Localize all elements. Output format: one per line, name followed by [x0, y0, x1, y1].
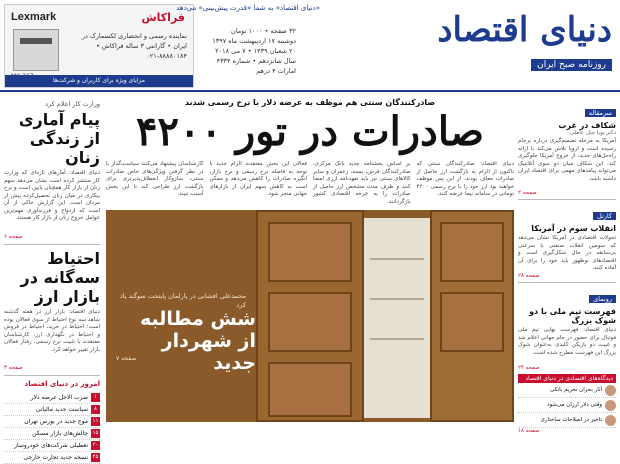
author-avatar: [605, 385, 616, 396]
sports-title[interactable]: فهرست تیم ملی با دو شوک بزرگ: [529, 307, 616, 325]
photo-page[interactable]: صفحه ۷: [116, 355, 137, 362]
masthead: [0, 0, 620, 92]
body-column: بر اساس بخشنامه جدید بانک مرکزی، صادرکنندگان فرش، پسته، زعفران و سایر کالاهای سنتی نیز باید تعهدنامه ارزی امضا کنند و ظرف مدت مشخص ارز حاصل از صادرات را به چرخه اقتصادی کشور بازگردانند.: [313, 161, 411, 205]
editorial-page[interactable]: صفحه ۲: [518, 190, 537, 196]
author-avatar: [605, 415, 616, 426]
opinion-title: آثار بحران تحریم بانکی: [550, 387, 602, 393]
index-item[interactable]: [4, 416, 100, 428]
index-item[interactable]: [4, 392, 100, 404]
index-label: ضرب الاجل عرضه دلار: [30, 394, 88, 401]
index-list: [4, 392, 100, 464]
shelf: [370, 258, 424, 260]
opinion-title: وقتی دلار ارزان می‌شود: [547, 402, 602, 408]
main-headline[interactable]: صادرات در تور ۴۲۰۰: [135, 108, 484, 155]
main-story: [106, 98, 514, 213]
door-panel: [268, 222, 352, 282]
main-kicker: صادرکنندگان سنتی هم موظف به عرضه دلار با نرخ رسمی شدند: [184, 98, 436, 107]
opinion-item[interactable]: [518, 383, 616, 398]
divider: [518, 282, 616, 283]
author-avatar: [605, 400, 616, 411]
index-number: ۲۵: [92, 454, 99, 460]
index-title: امروز در دنیای اقتصاد: [24, 380, 100, 388]
logo-subtitle: روزنامه صبح ایران: [531, 59, 612, 71]
index-label: سیاست جدید مالیاتی: [35, 406, 88, 413]
index-number: ۱: [91, 393, 100, 402]
ad-brand-lexmark: Lexmark: [11, 11, 57, 23]
index-item[interactable]: [4, 404, 100, 416]
door-panel: [268, 362, 352, 417]
photo-caption[interactable]: شش مطالبه از شهردار جدید: [140, 308, 256, 374]
main-photo[interactable]: [106, 210, 514, 422]
issue-line: ۳۲ صفحه • ۱۰۰۰ تومان: [231, 27, 296, 35]
photo-caption-small: محمدعلی افشانی در پارلمان پایتخت سوگند یاد کرد: [119, 292, 246, 309]
section-label: رونمای: [589, 295, 616, 303]
shelf: [370, 298, 424, 300]
index-number: ۱۵: [92, 430, 99, 436]
door-left: [256, 210, 364, 422]
index-number: ۱۱: [92, 418, 99, 424]
newspaper-logo[interactable]: [412, 8, 612, 78]
tagline: «دنیای اقتصاد» به شما «قدرت پیش‌بینی» می‌دهد: [176, 4, 320, 12]
story1-body: دنیای اقتصاد: آمارهای تازه‌ای که وزارت کار منتشر کرده است نشان می‌دهد سهم زنان از بازار کار همچنان پایین است و نرخ بیکاری در میان زنان تحصیل‌کرده بیش از مردان است. این گزارش حاکی از آن است که ازدواج و فرزندآوری مهم‌ترین عوامل خروج زنان از بازار کار هستند.: [4, 170, 100, 221]
index-item[interactable]: [4, 440, 100, 452]
issue-line: دوشنبه ۱۷ اردیبهشت ماه ۱۳۹۷: [212, 37, 296, 45]
section-label: کارتل: [593, 212, 616, 220]
issue-line: امارات ۴ درهم: [256, 67, 296, 75]
door-panel: [268, 292, 352, 352]
story2-page[interactable]: صفحه ۳: [4, 365, 23, 371]
story-page[interactable]: صفحه ۲۸: [518, 273, 540, 279]
body-column: کارشناسان پیشنهاد می‌کنند سیاست‌گذار با در نظر گرفتن ویژگی‌های خاص صادرات سنتی، سازوکار انعطاف‌پذیرتری برای بازگشت ارز طراحی کند تا این بخش آسیب نبیند.: [106, 161, 204, 197]
opinion-header: دیدگاه‌های اقتصادی در دنیای اقتصاد: [518, 374, 616, 383]
editorial-body: آمریکا به مرحله تصمیم‌گیری درباره برجام رسیده است و اروپا تلاش می‌کند با ارائه راه‌حل‌های جدید، از خروج آمریکا جلوگیری کند. این شکاف میان دو سوی آتلانتیک می‌تواند پیامدهای مهمی برای اقتصاد ایران داشته باشد.: [518, 138, 616, 182]
left-column: [4, 100, 100, 461]
ad-text: نماینده رسمی و انحصاری لکسمارک در ایران • گارانتی ۳ ساله فراکاش • ۸۸۸۸۰۱۸۴-۰۲۱: [81, 32, 187, 60]
index-number: ۲۰: [92, 442, 99, 448]
advertisement[interactable]: [4, 4, 194, 88]
body-column: دنیای اقتصاد: صادرکنندگان سنتی که تاکنون از الزام به بازگشت ارز حاصل از صادرات معاف بودند، از این پس موظف خواهند بود ارز خود را با نرخ رسمی ۴۲۰۰ تومانی در سامانه نیما عرضه کنند.: [416, 161, 514, 197]
issue-info: [200, 26, 296, 76]
story1-headline[interactable]: پیام آماری از زندگی زنان: [18, 110, 100, 167]
opinion-page[interactable]: صفحه ۱۸: [518, 428, 540, 434]
opinion-item[interactable]: [518, 413, 616, 428]
story1-kicker: وزارت کار اعلام کرد: [45, 100, 100, 108]
ad-brand-farakash: فراکاش: [141, 11, 185, 24]
index-item[interactable]: [4, 428, 100, 440]
index-label: موج جدید در بورس تهران: [24, 418, 88, 425]
divider: [4, 244, 100, 245]
room-background: [364, 218, 430, 418]
right-column: [518, 100, 616, 434]
index-label: نسخه جدید تجارت خارجی: [23, 454, 88, 461]
story-body: تحولات اقتصادی در آمریکا نشان می‌دهد که سومین انقلاب صنعتی با سرعتی بی‌سابقه در حال شکل‌گیری است و اقتصادهای نوظهور باید خود را برای آن آماده کنند.: [518, 235, 616, 271]
editorial-title[interactable]: شکاف در غرب: [558, 121, 616, 130]
index-label: چالش‌های بازار مسکن: [32, 430, 88, 437]
logo-title: دنیای اقتصاد: [437, 10, 612, 50]
story2-headline[interactable]: احتیاط سه‌گانه در بازار ارز: [20, 249, 100, 306]
opinion-title: تاخیر در اصلاحات ساختاری: [540, 417, 602, 423]
index-item[interactable]: [4, 452, 100, 464]
sports-body: دنیای اقتصاد: فهرست نهایی تیم ملی فوتبال برای حضور در جام جهانی اعلام شد و غیبت دو بازیکن کلیدی به‌عنوان شوک بزرگ این فهرست مطرح شده است.: [518, 327, 616, 356]
shelf: [370, 338, 424, 340]
main-body-columns: [106, 161, 514, 213]
story1-page[interactable]: صفحه ۶: [4, 234, 23, 240]
door-right: [430, 210, 514, 422]
issue-line: سال شانزدهم • شماره ۴۳۳۴: [216, 57, 296, 65]
index-label: تعطیلی شرکت‌های خودروساز: [14, 442, 88, 449]
divider: [4, 375, 100, 376]
ad-footer: مزایای ویژه برای کاربران و شرکت‌ها: [5, 75, 193, 87]
editorial-author: دکتر پویا جبل عاملی: [569, 130, 616, 136]
sports-page[interactable]: صفحه ۲۴: [518, 365, 540, 371]
section-label: سرمقاله: [585, 109, 616, 117]
divider: [518, 199, 616, 200]
index-number: ۸: [91, 405, 100, 414]
issue-line: ۲۰ شعبان ۱۴۳۹ • ۷ می ۲۰۱۸: [215, 47, 296, 55]
story-title[interactable]: انقلاب سوم در آمریکا: [531, 224, 616, 233]
body-column: فعالان این بخش معتقدند الزام جدید با توجه به فاصله نرخ رسمی و نرخ بازار، انگیزه صادرات را کاهش می‌دهد و ممکن است به کاهش سهم ایران از بازارهای جهانی منجر شود.: [209, 161, 307, 197]
door-panel: [440, 292, 504, 352]
printer-image: [13, 29, 59, 71]
door-panel: [440, 222, 504, 282]
story2-body: دنیای اقتصاد: بازار ارز در هفته گذشته شاهد سه نوع احتیاط از سوی فعالان بوده است؛ احتیاط در خرید، احتیاط در فروش و احتیاط در نگهداری ارز. کارشناسان معتقدند با تثبیت نرخ رسمی، رفتار فعالان بازار تغییر خواهد کرد.: [4, 309, 100, 353]
opinion-item[interactable]: [518, 398, 616, 413]
